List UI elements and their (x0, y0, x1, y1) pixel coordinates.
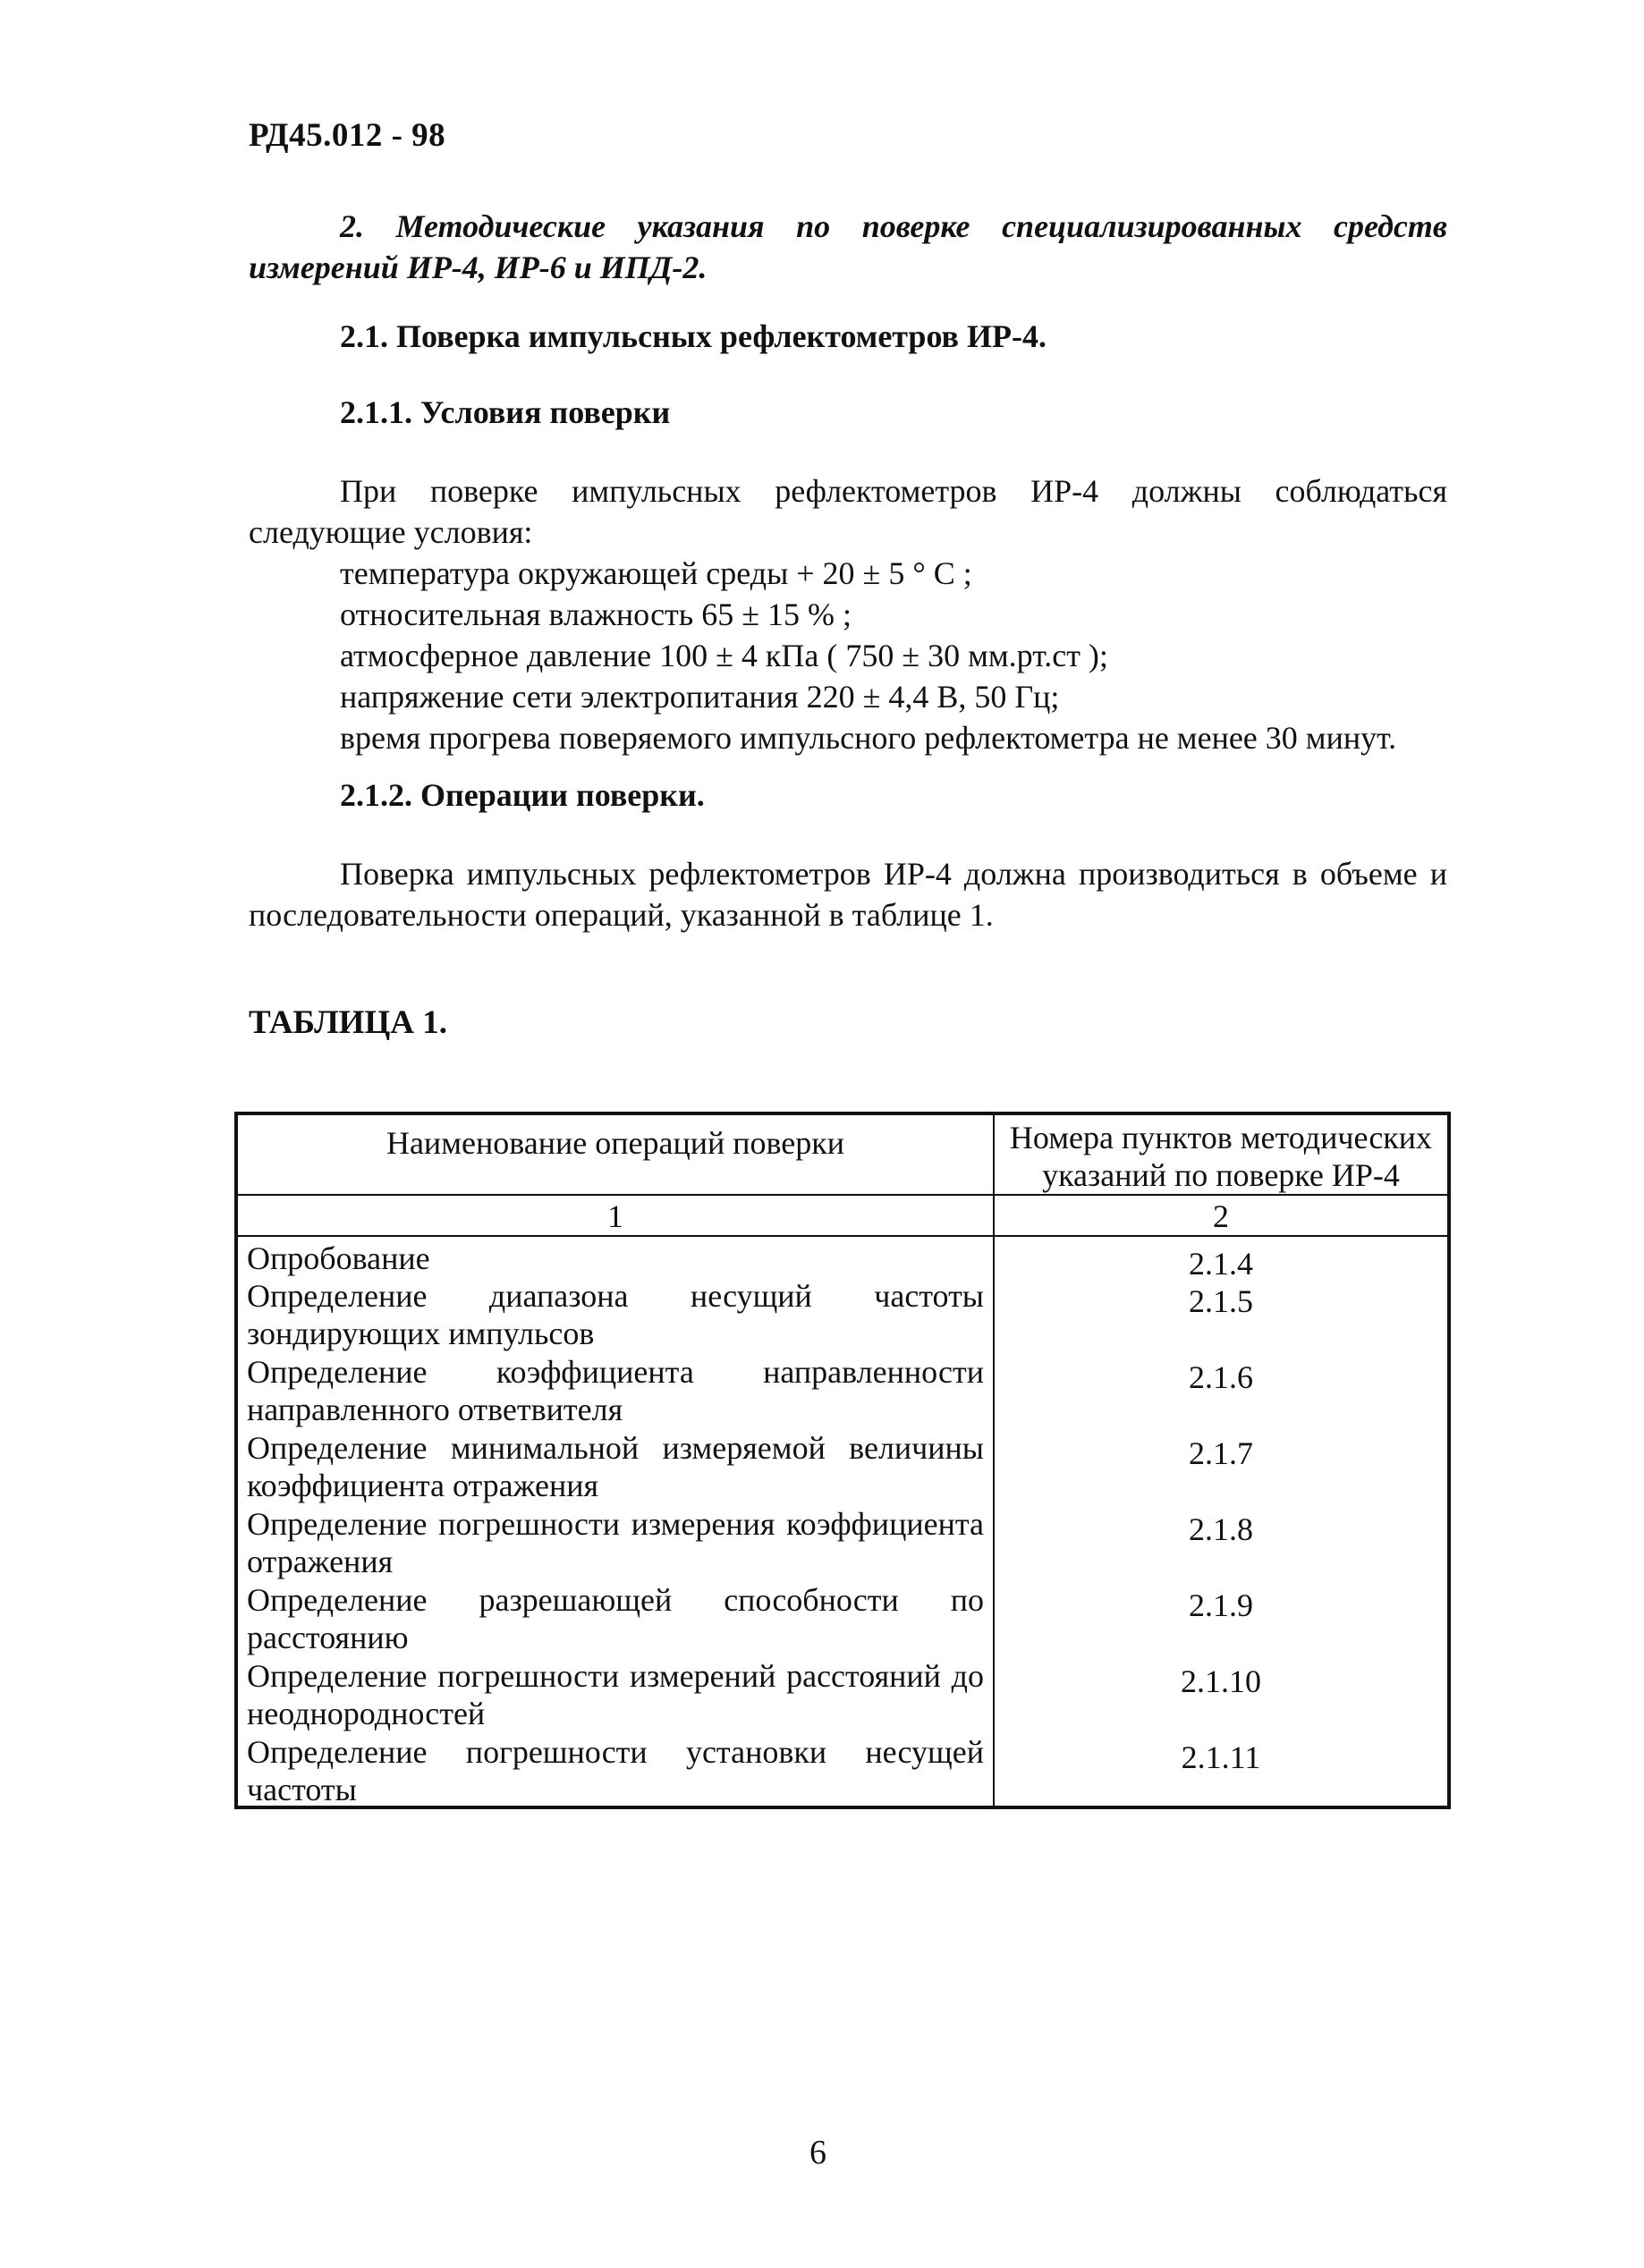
operation-name-line1: Опробование (247, 1240, 430, 1276)
clause-ref: 2.1.4 (1189, 1246, 1253, 1282)
operation-name (247, 1657, 984, 1732)
operation-name (247, 1353, 984, 1428)
operation-name-line1: Определение разрешающей способности по (247, 1582, 984, 1618)
operation-name-line2: коэффициента отражения (247, 1468, 599, 1503)
section-2-title-line2: измерений ИР-4, ИР-6 и ИПД-2. (249, 250, 708, 285)
operation-name-line1: Определение погрешности установки несущей (247, 1734, 984, 1770)
clause-ref: 2.1.11 (1181, 1739, 1261, 1775)
table-colnum-2: 2 (1213, 1198, 1229, 1234)
operations-para-line2: последовательности операций, указанной в таблице 1. (249, 897, 994, 933)
operation-name-line2: расстоянию (247, 1620, 409, 1655)
clause-ref: 2.1.10 (1181, 1663, 1261, 1699)
operation-name (247, 1505, 984, 1580)
table-row (238, 1351, 1447, 1426)
section-2-title-line1: 2. Методические указания по поверке специализированных средств (340, 208, 1447, 244)
operation-name (247, 1733, 984, 1808)
section-2-1-1-title: 2.1.1. Условия поверки (340, 394, 671, 430)
operation-name (247, 1277, 984, 1352)
clause-ref: 2.1.7 (1189, 1435, 1253, 1471)
table-row (238, 1427, 1447, 1502)
operation-name-line1: Определение минимальной измеряемой величины (247, 1430, 984, 1466)
table-header-operations: Наименование операций поверки (386, 1125, 845, 1161)
clause-ref: 2.1.5 (1189, 1283, 1253, 1319)
clause-ref: 2.1.6 (1189, 1359, 1253, 1395)
table-header-clauses-line1: Номера пунктов методических (1009, 1120, 1433, 1155)
operation-name-line1: Определение погрешности измерения коэффициента (247, 1506, 984, 1542)
table-row (238, 1731, 1447, 1807)
section-2-1-2-title: 2.1.2. Операции поверки. (340, 777, 705, 813)
operation-name-line2: зондирующих импульсов (247, 1316, 595, 1351)
operation-name-line2: неоднородностей (247, 1696, 486, 1731)
table-row (238, 1655, 1447, 1731)
section-2-1-title: 2.1. Поверка импульсных рефлектометров ИР-4. (340, 318, 1047, 354)
operations-para-line1: Поверка импульсных рефлектометров ИР-4 должна производиться в объеме и (340, 856, 1447, 892)
table-header-clauses-line2: указаний по поверке ИР-4 (1042, 1157, 1400, 1194)
table-header-clauses (995, 1119, 1447, 1195)
operation-name-line1: Определение диапазона несущий частоты (247, 1278, 984, 1314)
condition-voltage: напряжение сети электропитания 220 ± 4,4 В, 50 Гц; (340, 679, 1060, 715)
document-code: РД45.012 - 98 (249, 117, 446, 154)
table-row (238, 1275, 1447, 1350)
operation-name (247, 1581, 984, 1656)
operation-name (247, 1240, 984, 1277)
clause-ref: 2.1.9 (1189, 1587, 1253, 1623)
table-colnum-1: 1 (607, 1198, 623, 1234)
operation-name-line1: Определение коэффициента направленности (247, 1354, 984, 1390)
operation-name-line2: направленного ответвителя (247, 1392, 623, 1427)
condition-humidity: относительная влажность 65 ± 15 % ; (340, 597, 852, 632)
operation-name-line2: частоты (247, 1772, 357, 1807)
table-row (238, 1503, 1447, 1578)
conditions-intro-line2: следующие условия: (249, 514, 533, 550)
clause-ref: 2.1.8 (1189, 1511, 1253, 1547)
conditions-intro-line1: При поверке импульсных рефлектометров ИР-4 должны соблюдаться (340, 473, 1447, 509)
condition-warmup: время прогрева поверяемого импульсного рефлектометра не менее 30 минут. (340, 720, 1397, 756)
operation-name (247, 1429, 984, 1504)
operation-name-line1: Определение погрешности измерений расстояний до (247, 1658, 984, 1694)
operations-table (234, 1112, 1451, 1809)
condition-temperature: температура окружающей среды + 20 ± 5 ° С ; (340, 555, 972, 591)
table-row (238, 1579, 1447, 1654)
condition-pressure: атмосферное давление 100 ± 4 кПа ( 750 ± 30 мм.рт.ст ); (340, 638, 1108, 673)
table-title: ТАБЛИЦА 1. (249, 1004, 447, 1041)
page-number: 6 (809, 2134, 826, 2171)
operation-name-line2: отражения (247, 1544, 394, 1579)
